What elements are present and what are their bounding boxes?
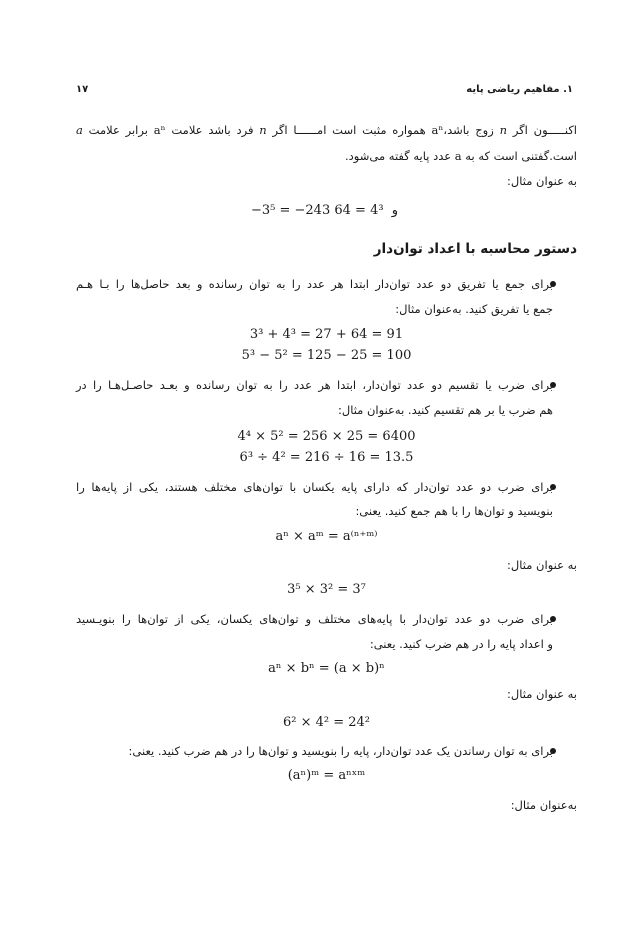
formula-mul-1: 4⁴ × 5² = 256 × 25 = 6400 xyxy=(237,429,416,444)
intro-line-1 xyxy=(76,122,577,138)
bullet-mul-line-2: هم ضرب یا بر هم تقسیم کنید. به‌عنوان مثال: xyxy=(337,403,553,417)
bullet-exp-line-1: برای ضرب دو عدد توان‌دار با پایه‌های مختلف و توان‌های یکسان، یکی از توان‌ها را بنویـسید xyxy=(76,612,553,626)
var-a: a xyxy=(76,123,83,137)
intro-text: برابر علامت xyxy=(82,123,154,137)
intro-text: فرد باشد علامت xyxy=(165,123,260,137)
example-label: به عنوان مثال: xyxy=(507,174,577,188)
var-a: a xyxy=(454,149,462,163)
rule-same-base: aⁿ × aᵐ = a⁽ⁿ⁺ᵐ⁾ xyxy=(275,529,378,544)
intro-text: همواره مثبت است امــــــا اگر xyxy=(266,123,432,137)
formula-same-base-example: 3⁵ × 3² = 3⁷ xyxy=(287,582,366,597)
intro-text: زوج باشد، xyxy=(443,123,500,137)
formula-sub-1: 5³ − 5² = 125 − 25 = 100 xyxy=(241,348,412,363)
conjunction: و xyxy=(391,203,398,218)
intro-text: است.گفتنی است که به xyxy=(461,149,577,163)
formula-powers xyxy=(76,202,577,220)
rule-power-of-power: (aⁿ)ᵐ = aⁿˣᵐ xyxy=(287,768,366,783)
intro-line-2 xyxy=(345,148,577,164)
example-label: به عنوان مثال: xyxy=(507,558,577,572)
example-label: به عنوان مثال: xyxy=(507,687,577,701)
math-a-n: aⁿ xyxy=(431,123,444,137)
chapter-title: ۱. مفاهیم ریاضی پایه xyxy=(466,84,573,95)
rule-same-exponent: aⁿ × bⁿ = (a × b)ⁿ xyxy=(268,661,385,676)
bullet-base-line-1: برای ضرب دو عدد توان‌دار که دارای پایه یکسان با توان‌های مختلف هستند، یکی از پایه‌ها را xyxy=(76,480,553,494)
bullet-base-line-2: بنویسید و توان‌ها را با هم جمع کنید. یعنی: xyxy=(355,504,553,518)
formula-neg-3-5: −3⁵ = −243 xyxy=(250,203,331,218)
var-n: n xyxy=(259,123,267,137)
formula-add-1: 3³ + 4³ = 27 + 64 = 91 xyxy=(249,327,404,342)
var-n: n xyxy=(499,123,508,137)
formula-4-3: 4³ = 64 xyxy=(334,203,384,218)
math-a-n: aⁿ xyxy=(153,123,166,137)
example-label: به‌عنوان مثال: xyxy=(510,798,577,812)
intro-text: اکنـــــون اگر xyxy=(507,123,577,137)
bullet-mul-line-1: برای ضرب یا تقسیم دو عدد توان‌دار، ابتدا هر عدد را به توان رسانده و بعـد حاصـل‌هـا را در xyxy=(76,378,553,392)
bullet-add-line-1: برای جمع یا تفریق دو عدد توان‌دار ابتدا هر عدد را به توان رسانده و بعد حاصل‌ها را بـا هـم xyxy=(76,277,553,291)
intro-text: عدد پایه گفته می‌شود. xyxy=(345,149,455,163)
bullet-power-line-1: برای به توان رساندن یک عدد توان‌دار، پایه را بنویسید و توان‌ها را در هم ضرب کنید. یعنی: xyxy=(128,744,553,758)
bullet-exp-line-2: و اعداد پایه را در هم ضرب کنید. یعنی: xyxy=(369,637,553,651)
page-header xyxy=(76,84,573,100)
section-heading: دستور محاسبه با اعداد توان‌دار xyxy=(373,241,577,257)
formula-div-1: 6³ ÷ 4² = 216 ÷ 16 = 13.5 xyxy=(239,450,414,465)
formula-same-exponent-example: 6² × 4² = 24² xyxy=(282,715,371,730)
bullet-add-line-2: جمع یا تفریق کنید. به‌عنوان مثال: xyxy=(395,302,553,316)
page-number: ۱۷ xyxy=(76,84,89,95)
